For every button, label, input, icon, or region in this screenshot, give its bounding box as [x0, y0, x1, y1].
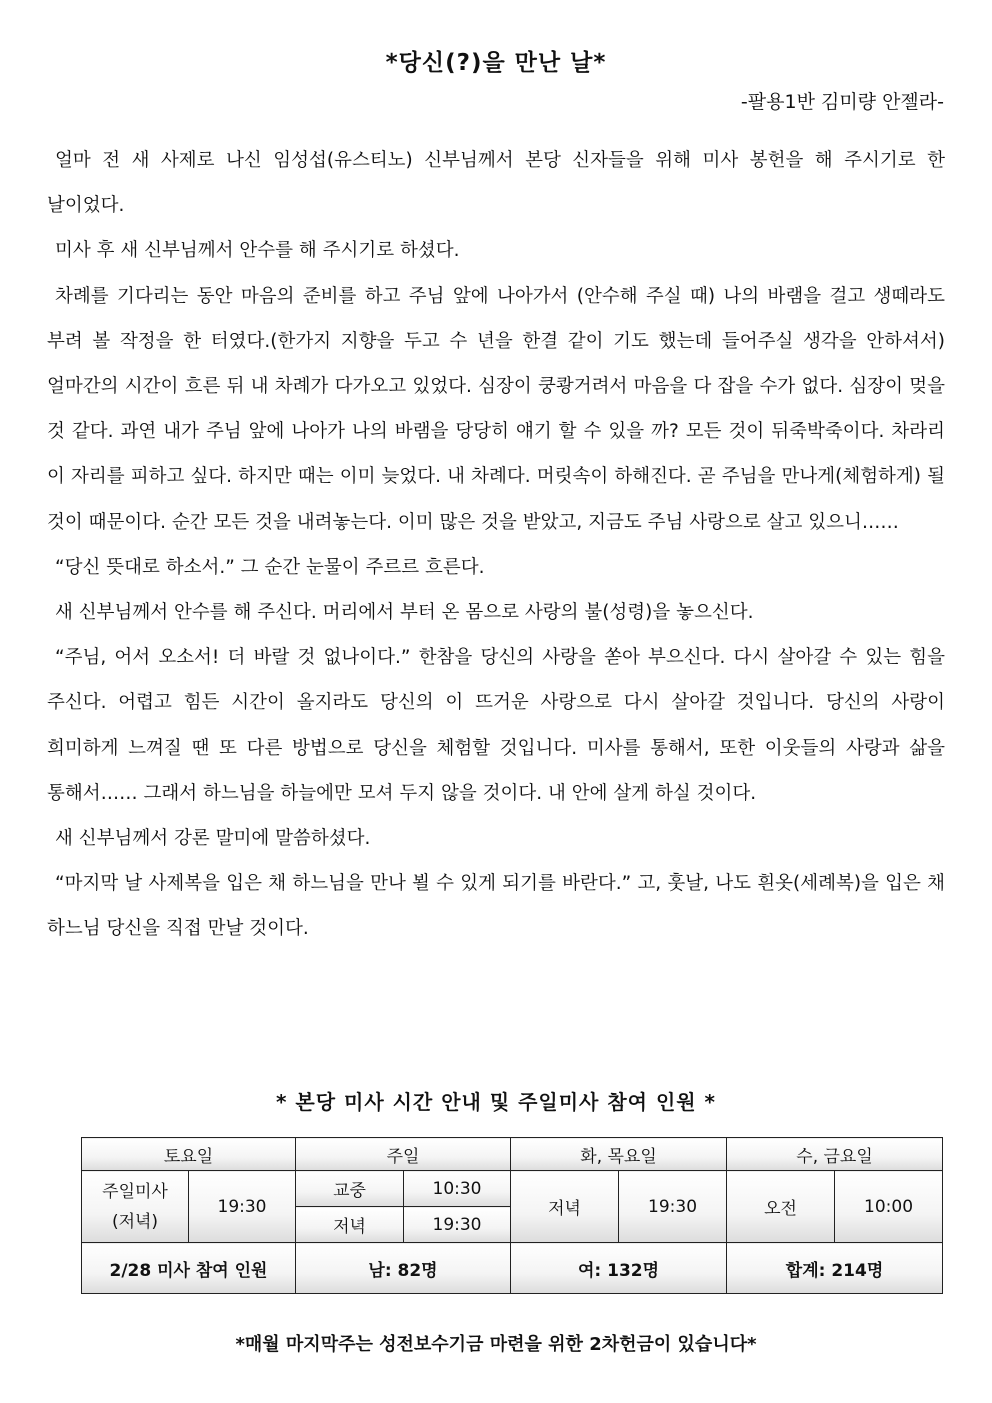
- header-sunday: 주일: [296, 1138, 511, 1171]
- attendance-female: 여: 132명: [511, 1243, 727, 1294]
- mass-schedule-table: [81, 1137, 943, 1294]
- wed-fri-label: 오전: [727, 1171, 835, 1243]
- paragraph: “당신 뜻대로 하소서.” 그 순간 눈물이 주르르 흐른다.: [55, 556, 485, 578]
- wed-fri-time: 10:00: [835, 1171, 943, 1243]
- header-wed-fri: 수, 금요일: [727, 1138, 943, 1171]
- paragraph: 새 신부님께서 안수를 해 주신다. 머리에서 부터 온 몸으로 사랑의 불(성령)을 놓으신다.: [55, 602, 754, 624]
- sunday-evening-label: 저녁: [296, 1207, 404, 1243]
- attendance-label: 2/28 미사 참여 인원: [82, 1243, 296, 1294]
- saturday-mass-label: 주일미사 (저녁): [82, 1171, 189, 1243]
- mass-schedule-title: * 본당 미사 시간 안내 및 주일미사 참여 인원 *: [275, 1090, 717, 1114]
- tue-thu-label: 저녁: [511, 1171, 619, 1243]
- paragraph: 새 신부님께서 강론 말미에 말씀하셨다.: [55, 828, 371, 850]
- attendance-male: 남: 82명: [296, 1243, 511, 1294]
- table-header-row: [82, 1138, 943, 1171]
- paragraph: 차례를 기다리는 동안 마음의 준비를 하고 주님 앞에 나아가서 (안수해 주실 때) 나의 바램을 걸고 생떼라도 부려 볼 작정을 한 터였다.(한가지 지향을 두고 수 년을 한결 같이 기도 했는데 들어주실 생각을 안하셔서) 얼마간의 시간이 흐른 뒤 내 차례가 다가오고 있었다. 심장이 쿵쾅거려서 마음을 다 잡을 수가 없다. 심장이 멎을 것 같다. 과연 내가 주님 앞에 나아가 나의 바램을 당당히 얘기 할 수 있을 까? 모든 것이 뒤죽박죽이다. 차라리 이 자리를 피하고 싶다. 하지만 때는 이미 늦었다. 내 차례다. 머릿속이 하해진다. 곧 주님을 만나게(체험하게) 될 것이 때문이다. 순간 모든 것을 내려놓는다. 이미 많은 것을 받았고, 지금도 주님 사랑으로 살고 있으니……: [47, 285, 945, 533]
- author-line: -팔용1반 김미량 안젤라-: [740, 91, 944, 113]
- header-tue-thu: 화, 목요일: [511, 1138, 727, 1171]
- second-collection-notice: *매월 마지막주는 성전보수기금 마련을 위한 2차헌금이 있습니다*: [235, 1334, 757, 1355]
- attendance-total: 합계: 214명: [727, 1243, 943, 1294]
- paragraph: 얼마 전 새 사제로 나신 임성섭(유스티노) 신부님께서 본당 신자들을 위해 미사 봉헌을 해 주시기로 한 날이었다.: [47, 150, 945, 217]
- saturday-mass-time: 19:30: [189, 1171, 296, 1243]
- sunday-main-time: 10:30: [404, 1171, 511, 1207]
- page-title: *당신(?)을 만난 날*: [385, 50, 607, 76]
- attendance-row: [82, 1243, 943, 1294]
- tue-thu-time: 19:30: [619, 1171, 727, 1243]
- header-saturday: 토요일: [82, 1138, 296, 1171]
- sunday-evening-time: 19:30: [404, 1207, 511, 1243]
- paragraph: 미사 후 새 신부님께서 안수를 해 주시기로 하셨다.: [55, 240, 460, 262]
- paragraph: “마지막 날 사제복을 입은 채 하느님을 만나 뵐 수 있게 되기를 바란다.” 고, 훗날, 나도 흰옷(세례복)을 입은 채 하느님 당신을 직접 만날 것이다.: [47, 873, 945, 940]
- essay-body: [47, 138, 945, 952]
- table-row: [82, 1171, 943, 1207]
- sunday-main-label: 교중: [296, 1171, 404, 1207]
- paragraph: “주님, 어서 오소서! 더 바랄 것 없나이다.” 한참을 당신의 사랑을 쏟아 부으신다. 다시 살아갈 수 있는 힘을 주신다. 어렵고 힘든 시간이 올지라도 당신의 이 뜨거운 사랑으로 다시 살아갈 것입니다. 당신의 사랑이 희미하게 느껴질 땐 또 다른 방법으로 당신을 체험할 것입니다. 미사를 통해서, 또한 이웃들의 사랑과 삶을 통해서…… 그래서 하느님을 하늘에만 모셔 두지 않을 것이다. 내 안에 살게 하실 것이다.: [47, 647, 945, 804]
